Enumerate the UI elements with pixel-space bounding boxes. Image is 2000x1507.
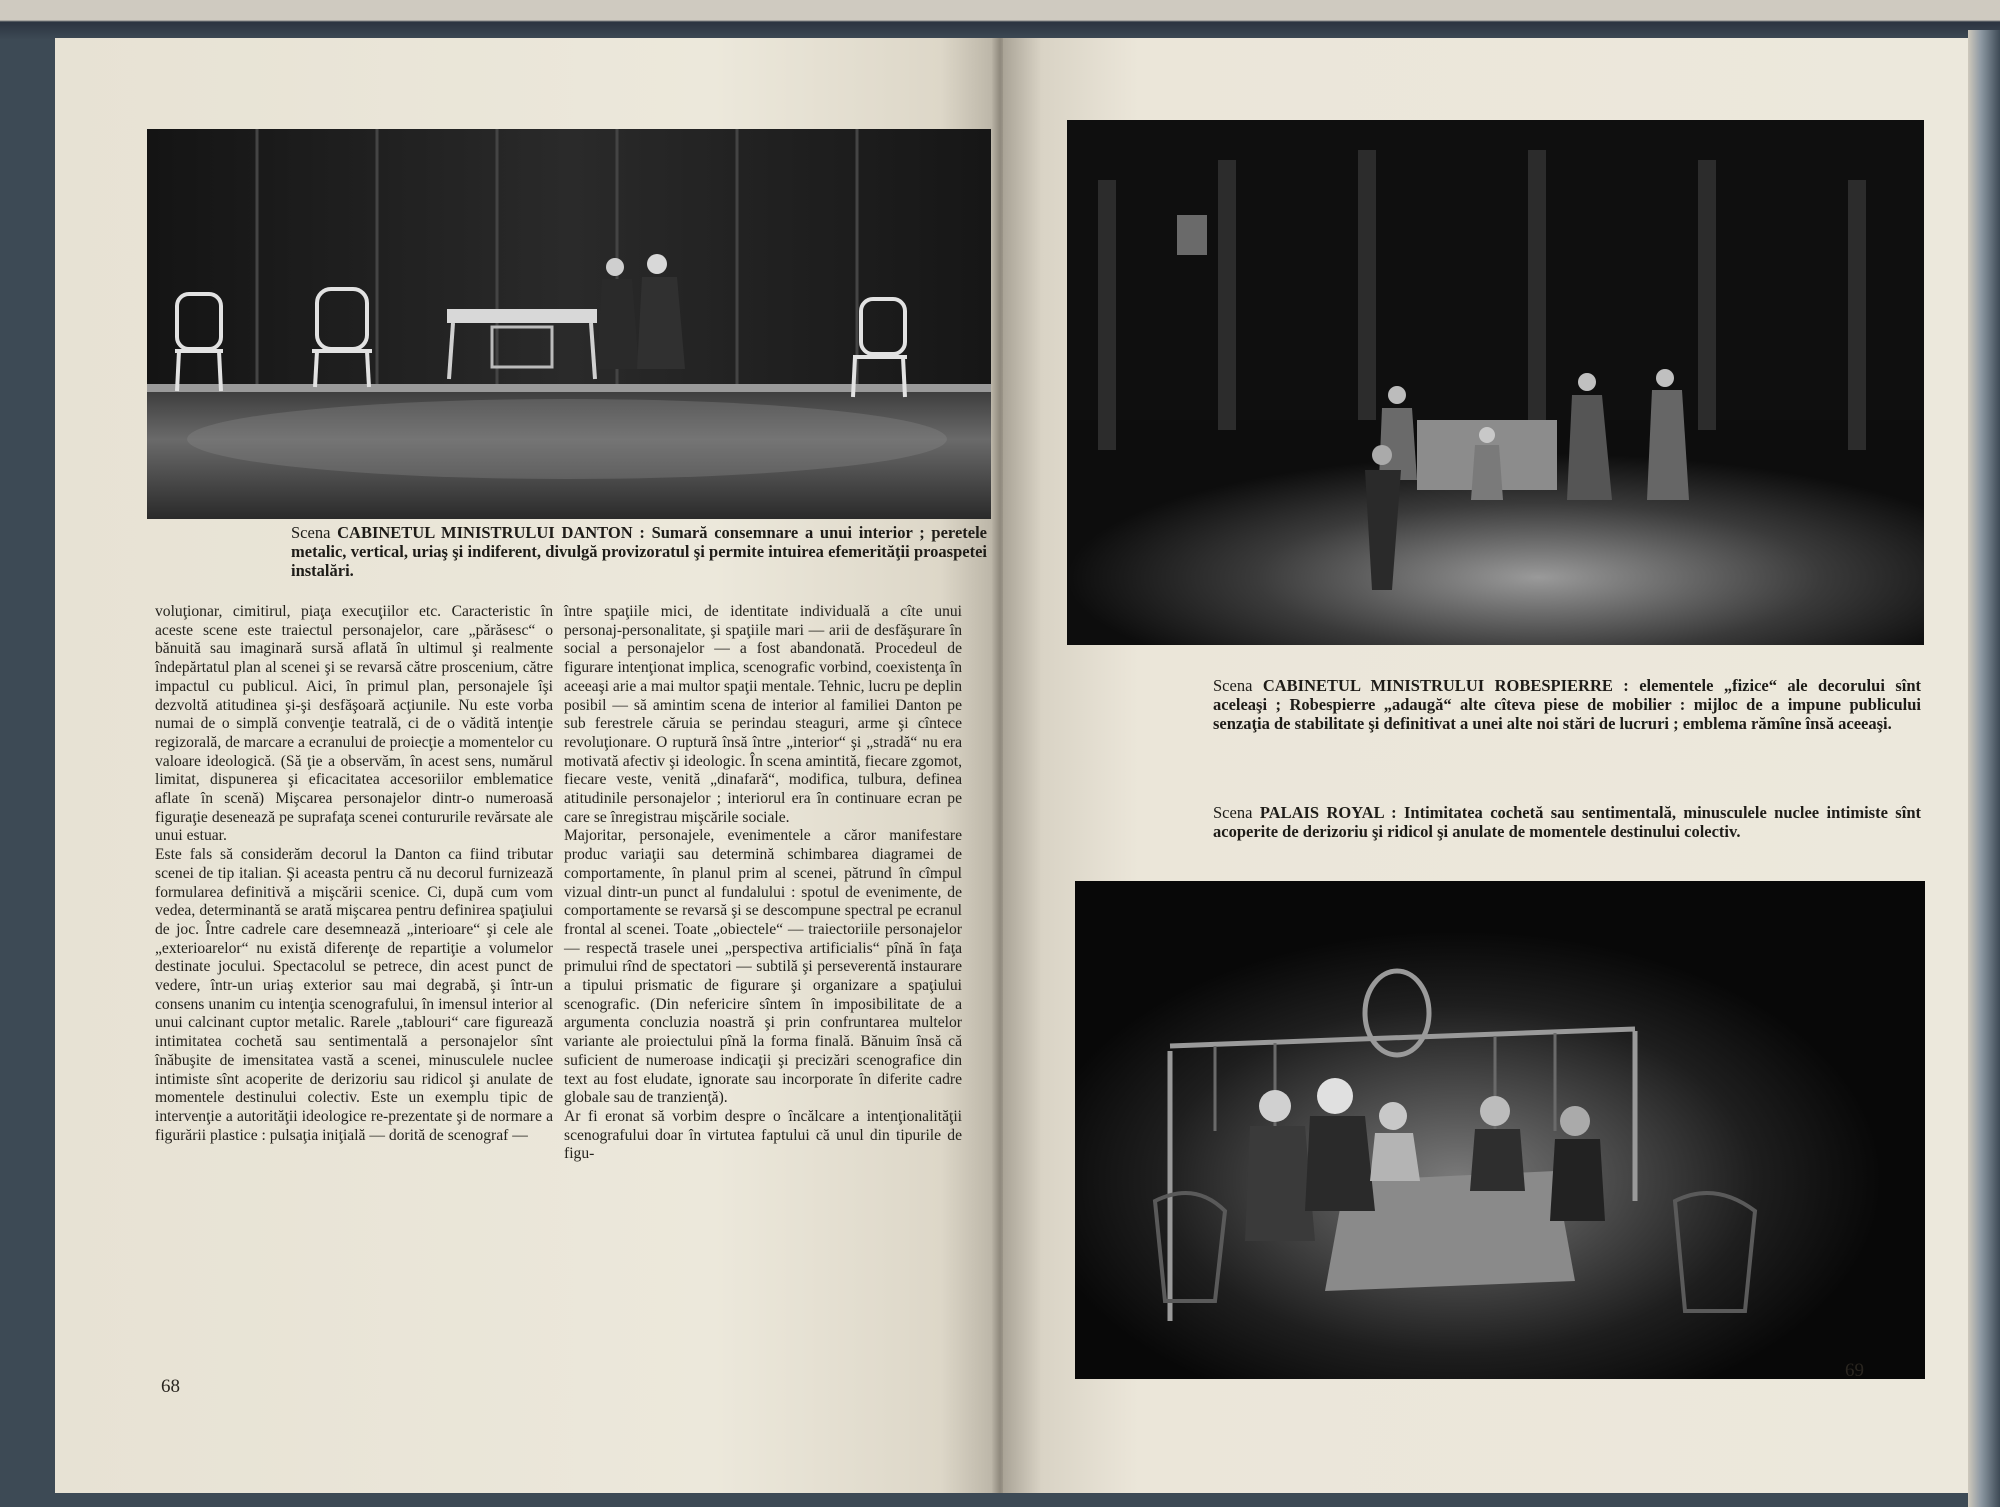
left-page <box>55 38 997 1493</box>
caption-danton-cabinet <box>291 523 987 580</box>
stage-photo-icon <box>1067 120 1924 645</box>
book-cover-edge <box>1968 30 2000 1507</box>
caption-lead: Scena <box>1213 803 1253 822</box>
caption-lead: Scena <box>1213 676 1253 695</box>
stage-photo-icon <box>147 129 991 519</box>
right-page <box>1003 38 1970 1493</box>
caption-text: CABINETUL MINISTRULUI DANTON : Sumară consemnare a unui interior ; peretele metalic, vertical, uriaş şi indiferent, divulgă provizoratul şi permite intuirea efemerităţii proaspetei instalări. <box>291 523 987 580</box>
caption-palais-royal <box>1213 803 1921 841</box>
caption-robespierre-cabinet <box>1213 676 1921 733</box>
scanner-background <box>0 0 2000 40</box>
caption-text: CABINETUL MINISTRULUI ROBESPIERRE : elementele „fizice“ ale decorului sînt aceleaşi ; Robespierre „adaugă“ alte cîteva piese de mobilier : mijloc de a impune publicului senzaţia de stabilitate şi definitivat a unei alte noi stări de lucruri ; emblema rămîne însă aceeaşi. <box>1213 676 1922 733</box>
left-page-column-1: voluţionar, cimitirul, piaţa execuţiilor etc. Caracteristic în aceste scene este traiectul personajelor, care „părăsesc“ o bănuită sau imaginară sursă aflată în ultimul şi realmente îndepărtatul plan al scenei şi se revarsă către proscenium, către impactul cu publicul. Aici, în primul plan, personajele îşi dezvoltă atitudinea şi-şi desfăşoară acţiunile. Nu este vorba numai de o simplă convenţie teatrală, ci de o vădită intenţie regizorală, de marcare a ecranului de proiecţie a momentelor cu valoare ideologică. (Să ţie a observăm, în acest sens, numărul limitat, dispunerea şi eficacitatea accesoriilor emblematice aflate în scenă) Mişcarea personajelor dintr-o numeroasă figuraţie desenează pe suprafaţa scenei contururile revărsate ale unui estuar. Este fals să considerăm decorul la Danton ca fiind tributar scenei de tip italian. Şi aceasta pentru că nu decorul furnizează formularea definitivă a mişcării scenice. Ci, după cum vom vedea, determinantă se arată mişcarea pentru definirea spaţiului de joc. Între cadrele care desemnează „interioare“ şi cele ale „exterioarelor“ nu există diferenţe de repartiţie a volumelor destinate jocului. Spectacolul se petrece, din acest punct de vedere, într-un uriaş exterior sau mai degrabă, şi într-un consens unanim cu intenţia scenografului, în imensul interior al unui calcinant cuptor metalic. Rarele „tablouri“ care figurează intimitatea cochetă sau sentimentală a personajelor sînt înăbuşite de imensitatea vastă a scenei, minusculele nuclee intimiste sînt acoperite de derizoriu sau ridicol şi anulate de momentele destinului colectiv. Este un exemplu tipic de intervenţie a autorităţii ideologice re-prezentate şi de normare a figurării plastice : pulsaţia iniţială — dorită de scenograf — <box>155 603 553 1144</box>
left-page-column-2: între spaţiile mici, de identitate individuală a cîte unui personaj-personalitate, şi spaţiile mari — arii de desfăşurare în social a personajelor — a fost abandonată. Procedeul de figurare intenţionat implica, scenografic vorbind, coexistenţa în aceeaşi arie a mai multor spaţii mentale. Tehnic, lucru pe deplin posibil — să amintim scena de interior al familiei Danton pe sub ferestrele căruia se perindau steaguri, arme şi cîntece revoluţionare. O ruptură însă între „interior“ şi „stradă“ nu era motivată afectiv şi ideologic. În scena amintită, fiecare zgomot, fiecare veste, venită „dinafară“, modifica, tulbura, definea atitudinile personajelor ; interiorul era în continuare ecran pe care se înregistrau mişcările sociale. Majoritar, personajele, evenimentele a căror manifestare produc variaţii sau determină schimbarea diagramei de comportamente, în planul prim al scenei, pătrund în cîmpul vizual dintr-un punct al fundalului : spotul de evenimente, de comportamente se revarsă şi se descompune spectral pe ecranul frontal al scenei. Toate „obiectele“ — traiectoriile personajelor — respectă trasele unei „perspectiva artificialis“ pînă în faţa primului rînd de spectatori — subtilă şi perseverentă instaurare a tipului prismatic de figurare şi organizare a spaţiului scenografic. (Din nefericire sîntem în imposibilitate de a argumenta concluzia noastră şi prin confruntarea multelor variante ale proiectului pînă la forma finală. Bănuim însă că suficient de numeroase indicaţii şi precizări scenografice din text au fost eludate, ignorate sau incorporate în diferite cadre globale sau de tranzienţă). Ar fi eronat să vorbim despre o încălcare a intenţionalităţii scenografului doar în virtutea faptului că unul din tipurile de figu- <box>564 603 962 1163</box>
page-number-left: 68 <box>161 1376 180 1397</box>
page-number-right: 69 <box>1845 1360 1864 1381</box>
stage-photo-icon <box>1075 881 1925 1379</box>
photo-robespierre-cabinet <box>1067 120 1924 645</box>
photo-palais-royal <box>1075 881 1925 1379</box>
photo-danton-cabinet <box>147 129 991 519</box>
caption-lead: Scena <box>291 523 331 542</box>
caption-text: PALAIS ROYAL : Intimitatea cochetă sau sentimentală, minusculele nuclee intimiste sînt acoperite de derizoriu şi ridicol şi anulate de momentele destinului colectiv. <box>1213 803 1921 841</box>
